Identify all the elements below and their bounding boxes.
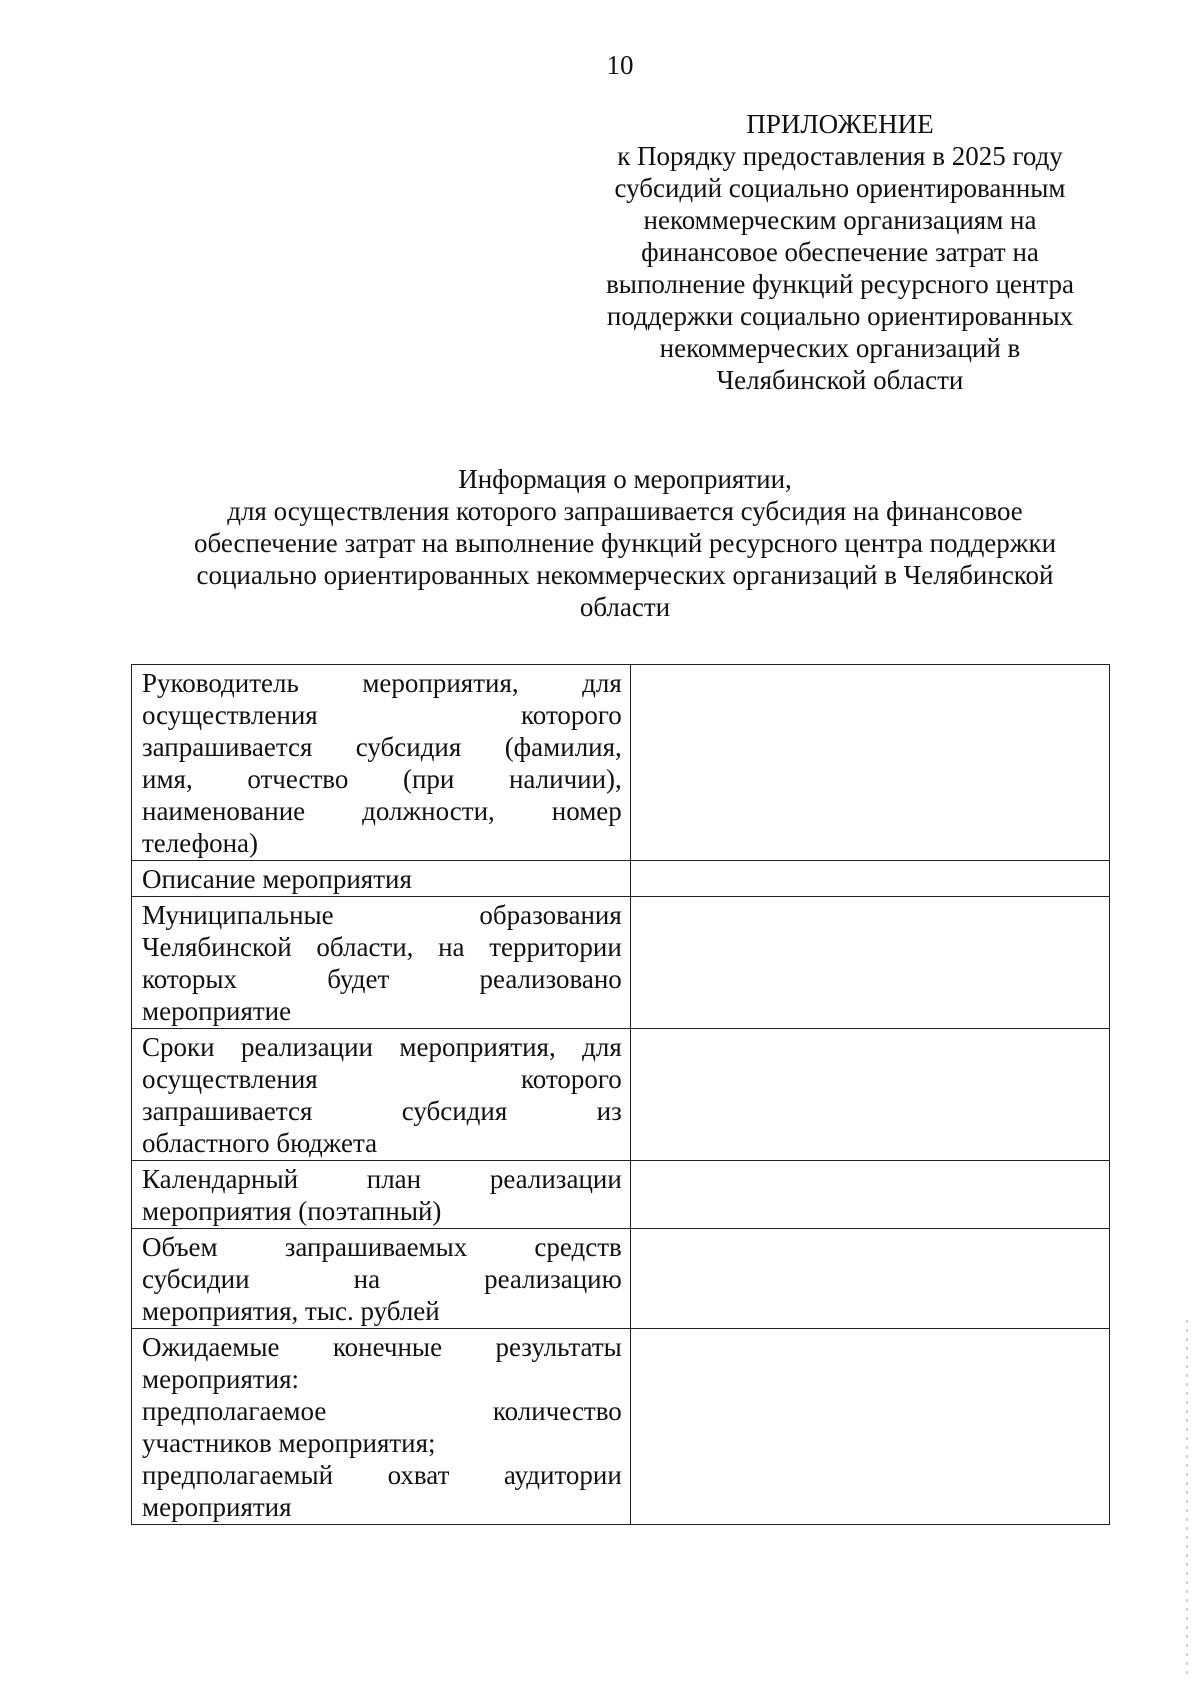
label-line: Челябинской области, на территории <box>142 932 622 962</box>
label-line: Календарный план реализации <box>142 1164 622 1194</box>
label-line: мероприятия: <box>142 1364 300 1394</box>
row-label-subsidy-amount <box>132 1229 631 1329</box>
label-line: областного бюджета <box>142 1128 378 1158</box>
row-value-description <box>630 861 1109 897</box>
label-line: запрашивается субсидия (фамилия, <box>142 732 622 762</box>
label-line: запрашивается субсидия из <box>142 1096 622 1126</box>
table-row <box>132 1161 1110 1229</box>
table-row <box>132 861 1110 897</box>
label-line: мероприятия, тыс. рублей <box>142 1296 440 1326</box>
appendix-line: некоммерческих организаций в <box>659 333 1021 363</box>
label-line: осуществления которого <box>142 700 622 730</box>
label-line: мероприятия <box>142 1492 292 1522</box>
info-title-line: для осуществления которого запрашивается субсидия на финансовое <box>227 496 1023 526</box>
event-info-table <box>131 664 1110 1525</box>
label-line: имя, отчество (при наличии), <box>142 764 622 794</box>
label-line: Муниципальные образования <box>142 900 622 930</box>
row-value-terms <box>630 1029 1109 1161</box>
label-line: предполагаемый охват аудитории <box>142 1460 622 1490</box>
row-label-description <box>132 861 631 897</box>
row-label-municipalities <box>132 897 631 1029</box>
label-line: Объем запрашиваемых средств <box>142 1232 622 1262</box>
row-label-expected-results <box>132 1329 631 1525</box>
appendix-line: к Порядку предоставления в 2025 году <box>617 141 1063 171</box>
label-line: наименование должности, номер <box>142 796 622 826</box>
table-row <box>132 1329 1110 1525</box>
label-line: телефона) <box>142 828 258 858</box>
table-row <box>132 897 1110 1029</box>
label-line: Описание мероприятия <box>142 864 412 894</box>
appendix-line: Челябинской области <box>716 365 964 395</box>
label-line: предполагаемое количество <box>142 1396 622 1426</box>
label-line: участников мероприятия; <box>142 1428 436 1458</box>
table-row <box>132 1229 1110 1329</box>
label-line: осуществления которого <box>142 1064 622 1094</box>
appendix-line: поддержки социально ориентированных <box>606 301 1074 331</box>
appendix-line: субсидий социально ориентированным <box>614 173 1066 203</box>
info-title <box>130 463 1120 623</box>
row-value-expected-results <box>630 1329 1109 1525</box>
info-title-line: области <box>579 592 671 622</box>
appendix-line: выполнение функций ресурсного центра <box>606 269 1074 299</box>
table-row <box>132 1029 1110 1161</box>
row-value-subsidy-amount <box>630 1229 1109 1329</box>
appendix-line: некоммерческим организациям на <box>643 205 1037 235</box>
label-line: мероприятия (поэтапный) <box>142 1196 442 1226</box>
table-row <box>132 665 1110 861</box>
label-line: субсидии на реализацию <box>142 1264 622 1294</box>
row-value-event-head <box>630 665 1109 861</box>
row-label-terms <box>132 1029 631 1161</box>
label-line: которых будет реализовано <box>142 964 622 994</box>
row-value-municipalities <box>630 897 1109 1029</box>
scan-edge-artifact <box>1186 1320 1188 1680</box>
info-title-line: Информация о мероприятии, <box>458 464 792 494</box>
label-line: Руководитель мероприятия, для <box>142 668 622 698</box>
label-line: Сроки реализации мероприятия, для <box>142 1032 622 1062</box>
label-line: Ожидаемые конечные результаты <box>142 1332 622 1362</box>
appendix-heading: ПРИЛОЖЕНИЕ <box>746 109 934 139</box>
row-label-calendar-plan <box>132 1161 631 1229</box>
page-number: 10 <box>606 50 634 80</box>
info-title-line: обеспечение затрат на выполнение функций ресурсного центра поддержки <box>193 528 1057 558</box>
info-title-line: социально ориентированных некоммерческих организаций в Челябинской <box>196 560 1054 590</box>
appendix-block <box>590 108 1090 396</box>
appendix-line: финансовое обеспечение затрат на <box>641 237 1039 267</box>
row-label-event-head <box>132 665 631 861</box>
label-line: мероприятие <box>142 996 292 1026</box>
row-value-calendar-plan <box>630 1161 1109 1229</box>
